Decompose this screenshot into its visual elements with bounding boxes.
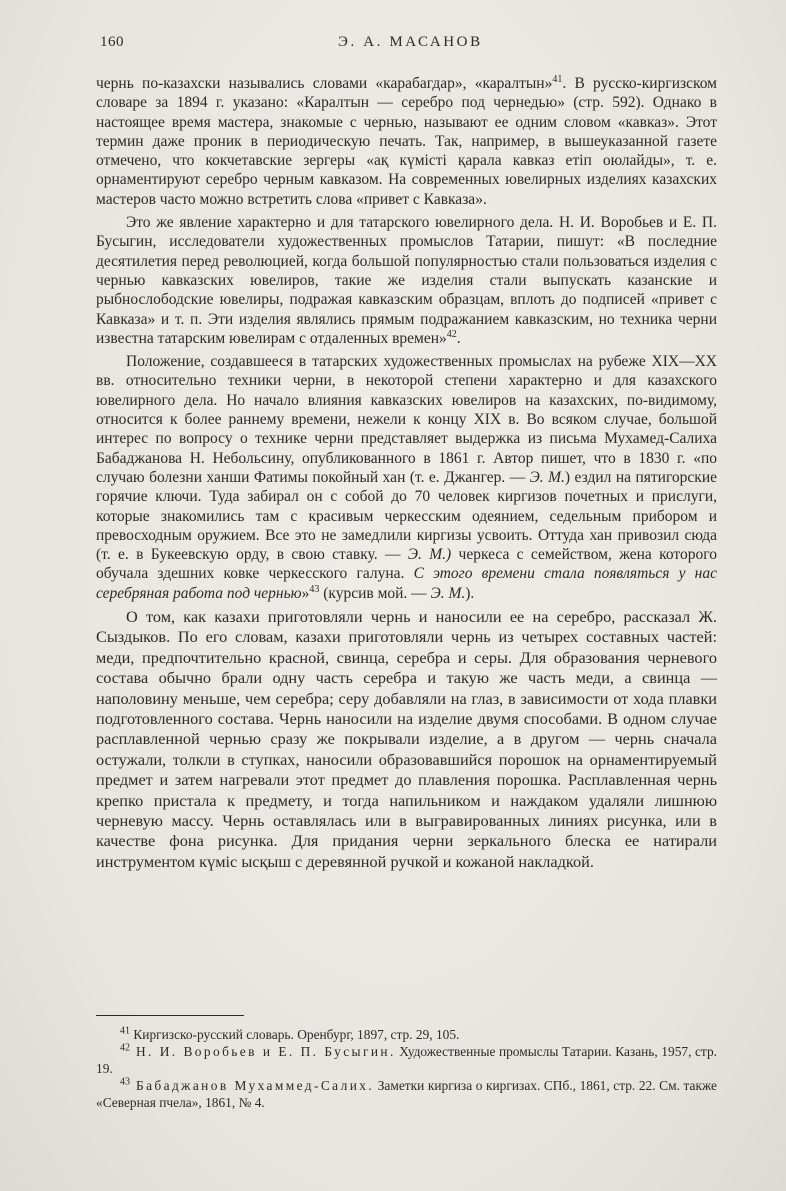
paragraph-3-text-d: » [301, 584, 310, 602]
paragraph-1 [96, 74, 717, 209]
footnote-43-authors: Бабаджанов Мухаммед-Салих. [130, 1078, 375, 1094]
paragraph-3-italic-quote: С этого времени стала появляться у нас серебряная работа под чернью [96, 565, 717, 602]
paragraph-3-italic-2: Э. М.) [407, 546, 452, 564]
paragraph-2-text: Это же явление характерно и для татарского ювелирного дела. Н. И. Воробьев и Е. П. Бусыгин, исследователи художественных промыслов Татарии, пишут: «В последние десятилетия перед революцией, когда большой популярностью стали пользоваться изделия с чернью кавказских ювелиров, такие же изделия стали выпускать казанские и рыбнослободские ювелиры, подражая кавказским образцам, вплоть до подписей «привет с Кавказа» и т. п. Эти изделия являлись прямым подражанием кавказским, но техника черни известна татарским ювелирам с отдаленных времен» [96, 214, 717, 347]
footnote-mark-42: 42 [120, 1042, 130, 1054]
paragraph-1-text-b: . В русско-киргизском словаре за 1894 г. указано: «Каралтын — серебро под чернедью» (стр. 592). Однако в настоящее время мастера, знакомые с чернью, называют ее одним словом «кавказ». Этот термин даже проник в периодическую печать. Так, например, в вышеуказанной газете отмечено, что кокчетавские зергеры «ақ күмісті қарала кавказ етіп оюлайды», т. е. орнаментируют серебро черным кавказом. На современных ювелирных изделиях казахских мастеров часто можно встретить слова «привет с Кавказа». [96, 75, 717, 208]
footnote-43 [96, 1078, 717, 1111]
footnote-ref-42: 42 [446, 328, 457, 340]
paragraph-3 [96, 352, 717, 603]
footnote-mark-41: 41 [120, 1025, 130, 1037]
footnote-43-text: Заметки киргиза о киргизах. СПб., 1861, стр. 22. См. также «Северная пчела», 1861, № 4. [96, 1078, 717, 1110]
footnote-42-text: Художественные промыслы Татарии. Казань, 1957, стр. 19. [96, 1044, 717, 1076]
running-head: Э. А. МАСАНОВ [338, 34, 483, 50]
paragraph-2-end: . [456, 329, 461, 347]
page-number: 160 [100, 34, 124, 50]
footnote-mark-43: 43 [120, 1076, 130, 1088]
main-text [96, 74, 717, 876]
footnote-42 [96, 1044, 717, 1077]
footnote-rule [96, 1015, 244, 1016]
paragraph-4: О том, как казахи приготовляли чернь и наносили ее на серебро, рассказал Ж. Сыздыков. По его словам, казахи приготовляли чернь из четырех составных частей: меди, предпочтительно красной, свинца, серебра и серы. Для образования черневого состава обычно брали одну часть серебра и такую же часть меди, а свинца — наполовину меньше, чем серебра; серу добавляли на глаз, в зависимости от хода плавки подготовленного состава. Чернь наносили на изделие двумя способами. В одном случае расплавленной чернью сразу же покрывали изделие, а в другом — чернь сначала остужали, толкли в ступках, наносили образовавшийся порошок на орнаментируемый предмет и затем нагревали этот предмет до плавления порошка. Расплавленная чернь крепко пристала к предмету, и тогда напильником и наждаком удаляли лишнюю черневую массу. Чернь оставлялась или в выгравированных линиях рисунка, или в качестве фона рисунка. Для придания черни зеркального блеска ее натирали инструментом күміс ысқыш с деревянной ручкой и кожаной накладкой. [96, 607, 717, 871]
footnote-ref-43: 43 [309, 583, 320, 595]
footnote-ref-41: 41 [552, 73, 563, 85]
footnotes [96, 1027, 717, 1112]
footnote-41-text: Киргизско-русский словарь. Оренбург, 1897, стр. 29, 105. [130, 1027, 460, 1042]
paragraph-3-italic-4: Э. М. [430, 584, 466, 602]
paragraph-3-text-c: черкеса с семейством, жена которого обучала здешних ковке черкесского галуна. [96, 546, 717, 583]
footnote-42-authors: Н. И. Воробьев и Е. П. Бусыгин. [130, 1044, 396, 1060]
paragraph-3-text-e: (курсив мой. — [319, 584, 431, 602]
footnote-41 [96, 1027, 717, 1043]
paragraph-3-text-b: ) ездил на пятигорские горячие ключи. Туда забирал он с собой до 70 человек киргизов почетных и прислуги, которые знакомились там с красивым черкесским одеянием, седельным прибором и превосходным оружием. Все это не замедлили киргизы усвоить. Оттуда хан привозил сюда (т. е. в Букеевскую орду, в свою ставку. — [96, 468, 717, 564]
paragraph-2 [96, 213, 717, 348]
paragraph-3-text-f: ). [465, 584, 475, 602]
paragraph-3-text: Положение, создавшееся в татарских художественных промыслах на рубеже XIX—XX вв. относительно техники черни, в некоторой степени характерно и для казахского ювелирного дела. Но начало влияния кавказских ювелиров на казахских, по-видимому, относится к более раннему времени, нежели к концу XIX в. Во всяком случае, большой интерес по вопросу о технике черни представляет выдержка из письма Мухамед-Салиха Бабаджанова Н. Небольсину, опубликованного в 1861 г. Автор пишет, что в 1830 г. «по случаю болезни ханши Фатимы покойный хан (т. е. Джангер. — [96, 353, 717, 486]
paragraph-1-text: чернь по-казахски назывались словами «карабагдар», «каралтын» [96, 75, 553, 92]
page-header [100, 34, 712, 56]
paragraph-3-italic-1: Э. М. [529, 468, 565, 486]
